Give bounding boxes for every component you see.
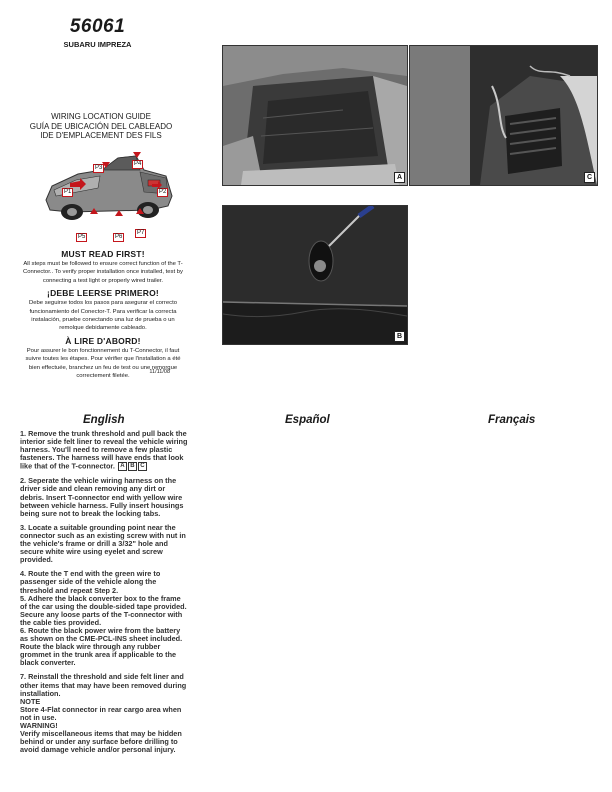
diagram-label-p7: P7: [137, 230, 145, 236]
liner-photo: [223, 206, 407, 344]
part-number: 56061: [69, 16, 126, 37]
step-2: 2. Seperate the vehicle wiring harness on the driver side and clean removing any dirt or debris. Insert T-connector end with yellow wire between vehicle harness. Fully insert housings being sure not to break the locking tabs.: [20, 476, 184, 518]
diagram-label-p6: P6: [115, 234, 123, 240]
diagram-label-p1: P1: [64, 189, 72, 195]
diagram-label-p2: P2: [159, 189, 167, 195]
spanish-column-heading: Español: [285, 414, 330, 426]
must-read-heading-en: MUST READ FIRST!: [61, 249, 145, 259]
photo-c-side-panel: [409, 45, 598, 186]
french-column-heading: Français: [488, 414, 536, 426]
english-instructions: [20, 430, 188, 754]
guide-title-en: WIRING LOCATION GUIDE: [51, 112, 151, 121]
step1-ref-c: C: [138, 462, 147, 471]
side-panel-photo: [410, 46, 597, 185]
must-read-block: [20, 249, 186, 383]
photo-label-a: A: [394, 172, 405, 183]
photo-label-b: B: [394, 331, 405, 342]
must-read-heading-es: ¡DEBE LEERSE PRIMERO!: [47, 288, 159, 299]
must-read-heading-fr: À LIRE D'ABORD!: [65, 335, 141, 346]
step-6: 6. Route the black power wire from the battery as shown on the CME-PCL-INS sheet included. Route the black wire through any rubber grommet in the trunk area if applicable to the black converter.: [20, 625, 183, 668]
step1-ref-a: A: [118, 462, 127, 471]
step-1: 1. Remove the trunk threshold and pull back the interior side felt liner to reveal the vehicle wiring harness. You'll need to remove a few plastic fasteners. The harness will have ends that look like that of the T-connector. A B C: [20, 429, 188, 471]
step1-ref-b: B: [128, 462, 137, 471]
warning-text: Verify miscellaneous items that may be hidden behind or under any surface before drilling to avoid damage vehicle and/or personal injury.: [20, 729, 182, 755]
car-wiring-diagram: [40, 140, 180, 240]
step-7: 7. Reinstall the threshold and side felt liner and other items that may have been removed during installation.: [20, 672, 187, 698]
guide-title-fr: IDE D'EMPLACEMENT DES FILS: [40, 131, 162, 140]
photo-b-liner: [222, 205, 408, 345]
english-column-heading: English: [83, 414, 125, 426]
warning-label: WARNING!: [20, 721, 58, 730]
photo-label-c: C: [584, 172, 595, 183]
step-3: 3. Locate a suitable grounding point near the connector such as an existing screw with nut in the vehicle's frame or drill a 3/32" hole and secure white wire using eyelet and screw provided.: [20, 522, 186, 565]
photo-a-trunk: [222, 45, 408, 186]
guide-title-es: GUÍA DE UBICACIÓN DEL CABLEADO: [29, 121, 173, 131]
vehicle-name: SUBARU IMPREZA: [63, 40, 132, 49]
note-label: NOTE: [20, 696, 41, 706]
wiring-guide-title: [20, 112, 182, 141]
note-text: Store 4-Flat connector in rear cargo area when not in use.: [20, 704, 182, 722]
step-4: 4. Route the T end with the green wire to passenger side of the vehicle along the threshold and repeat Step 2.: [20, 569, 161, 595]
diagram-label-p3: P3: [95, 165, 103, 171]
revision-date: 11/11/08: [149, 369, 170, 375]
must-read-body-en: All steps must be followed to ensure correct function of the T-Connector.. To verify proper installation once installed, test by connecting a test light or properly wired trailer.: [22, 261, 183, 284]
diagram-label-p4: P4: [134, 161, 142, 167]
must-read-body-fr: Pour assurer le bon fonctionnement du T-Connector, il faut suivre toutes les étapes. Pour vérifier que l'installation a été bien effectuée, branchez un feu de test ou une remorque correctement filetée.: [25, 347, 181, 380]
step-5: 5. Adhere the black converter box to the frame of the car using the double-sided tape provided. Secure any loose parts of the T-connector with the cable ties provided.: [20, 593, 187, 627]
diagram-label-p5: P5: [78, 234, 86, 240]
must-read-body-es: Debe seguirse todos los pasos para asegurar el correcto funcionamiento del Conector-T. Para verificar la correcta instalación, pruebe conectando una luz de prueba o un remolque debidamente cableado.: [28, 300, 177, 332]
trunk-photo: [223, 46, 407, 185]
